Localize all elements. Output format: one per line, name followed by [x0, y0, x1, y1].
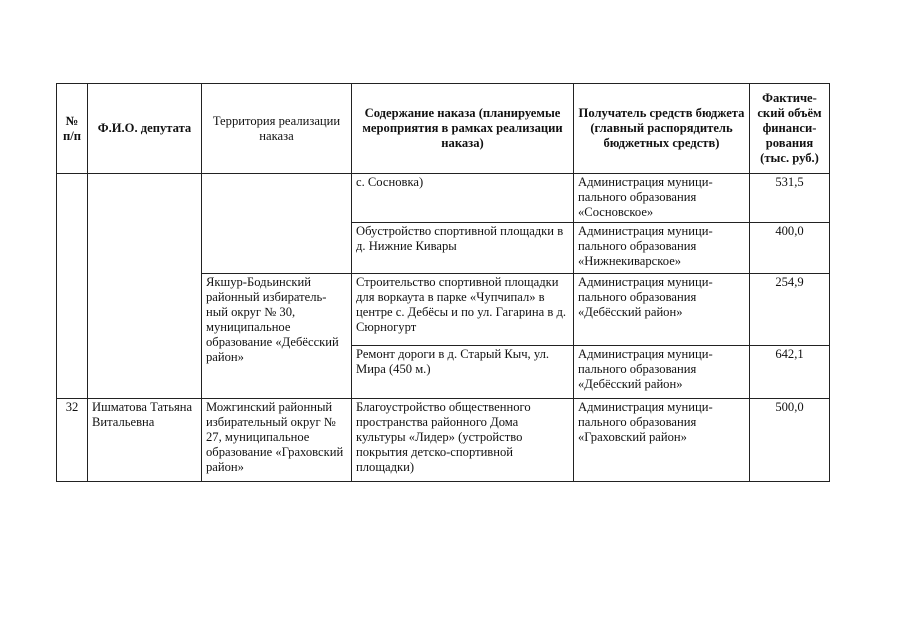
cell-recipient: Администрация муници-пального образования «Граховский район» [574, 399, 750, 482]
cell-amount: 531,5 [750, 174, 830, 223]
cell-fio: Ишматова Татьяна Витальевна [88, 399, 202, 482]
cell-recipient: Администрация муници-пального образования «Нижнекиварское» [574, 223, 750, 274]
cell-territory: Можгинский районный избирательный округ № 27, муниципальное образование «Граховский район» [202, 399, 352, 482]
cell-recipient: Администрация муници-пального образования «Дебёсский район» [574, 346, 750, 399]
cell-content: Строительство спортивной площадки для воркаута в парке «Чупчипал» в центре с. Дебёсы и по ул. Гагарина в д. Сюрногурт [352, 274, 574, 346]
cell-content: Обустройство спортивной площадки в д. Нижние Кивары [352, 223, 574, 274]
orders-table [56, 83, 830, 482]
cell-fio [88, 174, 202, 399]
header-territory: Территория реализации наказа [202, 84, 352, 174]
cell-content: с. Сосновка) [352, 174, 574, 223]
cell-no: 32 [57, 399, 88, 482]
cell-amount: 642,1 [750, 346, 830, 399]
cell-amount: 500,0 [750, 399, 830, 482]
header-recipient: Получатель средств бюджета (главный распорядитель бюджетных средств) [574, 84, 750, 174]
table-header-row [57, 84, 830, 174]
cell-content: Благоустройство общественного пространства районного Дома культуры «Лидер» (устройство покрытия детско-спортивной площадки) [352, 399, 574, 482]
cell-recipient: Администрация муници-пального образования «Сосновское» [574, 174, 750, 223]
cell-content: Ремонт дороги в д. Старый Кыч, ул. Мира (450 м.) [352, 346, 574, 399]
cell-amount: 254,9 [750, 274, 830, 346]
header-fio: Ф.И.О. депутата [88, 84, 202, 174]
table-row [57, 174, 830, 223]
cell-no [57, 174, 88, 399]
cell-amount: 400,0 [750, 223, 830, 274]
table-row [57, 399, 830, 482]
cell-territory [202, 174, 352, 274]
cell-territory: Якшур-Бодьинский районный избиратель-ный округ № 30, муниципальное образование «Дебёсский район» [202, 274, 352, 399]
header-no: № п/п [57, 84, 88, 174]
header-content: Содержание наказа (планируемые мероприятия в рамках реализации наказа) [352, 84, 574, 174]
header-amount: Фактиче-ский объём финанси-рования (тыс. руб.) [750, 84, 830, 174]
cell-recipient: Администрация муници-пального образования «Дебёсский район» [574, 274, 750, 346]
